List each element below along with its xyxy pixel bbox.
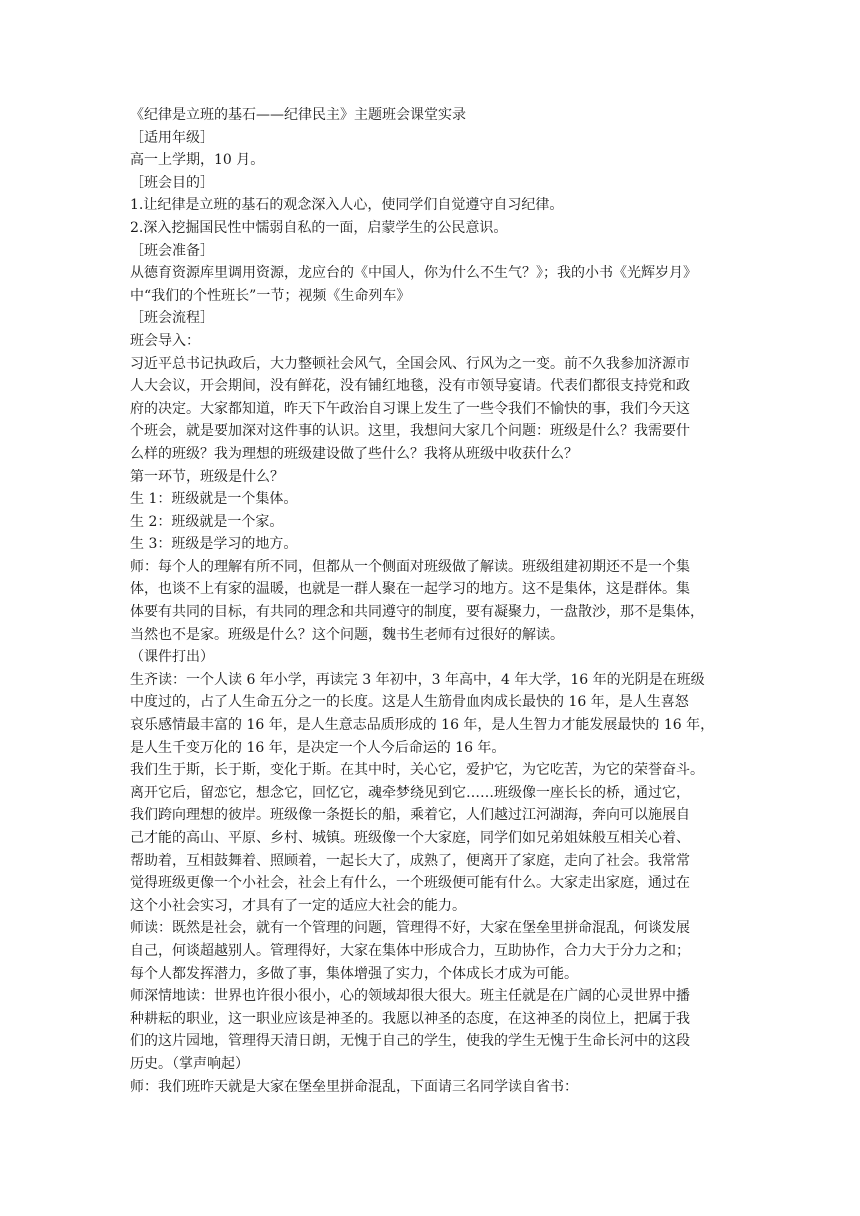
text-line: 离开它后，留恋它，想念它，回忆它，魂牵梦绕见到它……班级像一座长长的桥，通过它， <box>130 784 690 801</box>
text-line: 师：我们班昨天就是大家在堡垒里拼命混乱，下面请三名同学读自省书： <box>130 1078 578 1095</box>
text-line: 每个人都发挥潜力，多做了事，集体增强了实力，个体成长才成为可能。 <box>130 965 578 982</box>
document-body <box>130 104 730 1098</box>
text-line: 觉得班级更像一个小社会，社会上有什么，一个班级便可能有什么。大家走出家庭，通过在 <box>130 875 690 892</box>
text-line: 高一上学期，10 月。 <box>130 152 265 169</box>
text-line: 生齐读：一个人读 6 年小学，再读完 3 年初中，3 年高中，4 年大学，16 年的光阴是在班级 <box>130 671 705 688</box>
text-line: ［班会流程］ <box>130 310 214 327</box>
text-line: 班会导入： <box>130 332 200 349</box>
text-line: 《纪律是立班的基石——纪律民主》主题班会课堂实录 <box>130 107 466 123</box>
text-line: 自己，何谈超越别人。管理得好，大家在集体中形成合力，互助协作，合力大于分力之和； <box>130 942 690 959</box>
text-line: 第一环节，班级是什么？ <box>130 468 284 485</box>
text-line: 习近平总书记执政后，大力整顿社会风气，全国会风、行风为之一变。前不久我参加济源市 <box>130 355 690 372</box>
text-line: 府的决定。大家都知道，昨天下午政治自习课上发生了一些令我们不愉快的事，我们今天这 <box>130 400 690 417</box>
text-line: 我们生于斯，长于斯，变化于斯。在其中时，关心它，爱护它，为它吃苦，为它的荣誉奋斗。 <box>130 762 704 779</box>
text-line: 师读：既然是社会，就有一个管理的问题，管理得不好，大家在堡垒里拼命混乱，何谈发展 <box>130 920 690 937</box>
text-line: 这个小社会实习，才具有了一定的适应大社会的能力。 <box>130 897 466 914</box>
text-line: 帮助着，互相鼓舞着、照顾着，一起长大了，成熟了，便离开了家庭，走向了社会。我常常 <box>130 852 690 869</box>
text-line: 生 3：班级是学习的地方。 <box>130 536 298 553</box>
text-line: 历史。（掌声响起） <box>130 1055 249 1072</box>
text-line: 己才能的高山、平原、乡村、城镇。班级像一个大家庭，同学们如兄弟姐妹般互相关心着、 <box>130 830 690 846</box>
text-line: 体，也谈不上有家的温暖，也就是一群人聚在一起学习的地方。这不是集体，这是群体。集 <box>130 581 690 598</box>
text-line: 生 2：班级就是一个家。 <box>130 513 284 530</box>
text-line: 生 1：班级就是一个集体。 <box>130 491 298 508</box>
text-line: 么样的班级？我为理想的班级建设做了些什么？我将从班级中收获什么？ <box>130 445 578 462</box>
text-line: （课件打出） <box>130 649 214 666</box>
text-line: 师深情地读：世界也许很小很小，心的领域却很大很大。班主任就是在广阔的心灵世界中播 <box>130 988 690 1005</box>
text-line: 体要有共同的目标，有共同的理念和共同遵守的制度，要有凝聚力，一盘散沙，那不是集体， <box>130 604 704 621</box>
text-line: 师：每个人的理解有所不同，但都从一个侧面对班级做了解读。班级组建初期还不是一个集 <box>130 558 690 575</box>
text-line: 是人生千变万化的 16 年，是决定一个人今后命运的 16 年。 <box>130 739 506 756</box>
text-line: 哀乐感情最丰富的 16 年，是人生意志品质形成的 16 年，是人生智力才能发展最快的 16 年， <box>130 717 715 734</box>
text-line: 们的这片园地，管理得天清日朗，无愧于自己的学生，使我的学生无愧于生命长河中的这段 <box>130 1033 690 1050</box>
text-line: ［班会准备］ <box>130 242 214 259</box>
text-line: 人大会议，开会期间，没有鲜花，没有铺红地毯，没有市领导宴请。代表们都很支持党和政 <box>130 378 690 395</box>
text-line: 中“我们的个性班长”一节；视频《生命列车》 <box>130 287 411 304</box>
text-line: 1.让纪律是立班的基石的观念深入人心，使同学们自觉遵守自习纪律。 <box>130 197 564 214</box>
text-line: 个班会，就是要加深对这件事的认识。这里，我想问大家几个问题：班级是什么？我需要什 <box>130 423 690 440</box>
text-line: 中度过的，占了人生命五分之一的长度。这是人生筋骨血肉成长最快的 16 年，是人生喜怒 <box>130 694 689 711</box>
text-line: ［班会目的］ <box>130 174 214 191</box>
text-line: ［适用年级］ <box>130 129 214 146</box>
text-line: 从德育资源库里调用资源，龙应台的《中国人，你为什么不生气？》；我的小书《光辉岁月》 <box>130 265 697 282</box>
text-line: 我们跨向理想的彼岸。班级像一条挺长的船，乘着它，人们越过江河湖海，奔向可以施展自 <box>130 807 690 824</box>
text-line: 种耕耘的职业，这一职业应该是神圣的。我愿以神圣的态度，在这神圣的岗位上，把属于我 <box>130 1010 690 1027</box>
text-line: 2.深入挖掘国民性中懦弱自私的一面，启蒙学生的公民意识。 <box>130 219 508 236</box>
text-line: 当然也不是家。班级是什么？这个问题，魏书生老师有过很好的解读。 <box>130 626 564 643</box>
